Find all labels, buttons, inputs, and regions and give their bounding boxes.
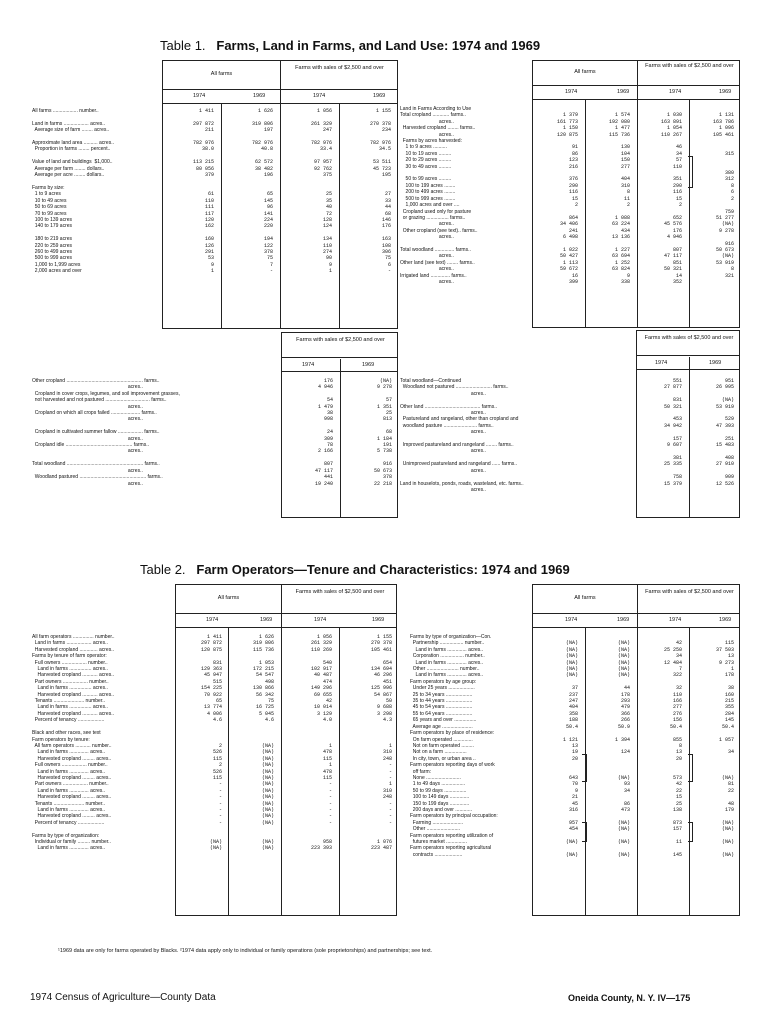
- table1-year-1969: 1969: [253, 93, 266, 99]
- table2-right-all-1969: (NA) (NA) (NA) (NA) (NA) (NA) 44 178 293 479 366 266 50.9 1 394 124 (NA) 93 34 86 473 (NA) (NA) (NA) (NA): [614, 640, 630, 858]
- table2-col-all-farms: All farms: [217, 595, 240, 601]
- table2-right-all-1974: (NA) (NA) (NA) (NA) (NA) (NA) 37 237 247 404 358 188 50.4 1 121 13 19 20 643 70 9 21 45 316 957 454 (NA) (NA): [562, 640, 578, 858]
- table1-right-all-1974: 1 379 161 773 1 150 120 875 91 86 123 216 376 290 116 15 2 864 34 406 241 6 498 1 022 50 427 1 113 59 672 16 399: [556, 112, 578, 285]
- footer-right: Oneida County, N. Y. IV—175: [568, 993, 691, 1003]
- table2-right-year-1974: 1974: [565, 617, 578, 623]
- table1-mid-sales-1969: (NA) 9 278 57 1 351 25 813 68 1 184 191 5 738 916 50 673 378 22 218: [373, 378, 392, 487]
- table2-right-col-sales: Farms with sales of $2,500 and over: [645, 589, 734, 595]
- table1-right-labels: Land in Farms According to Use Total cropland ............ farms.. acres.. Harvested cropland ........ farms.. acres.. Farms by acres harvested: 1 to 9 acres .......... 10 to 19 acres ......... 20 to 29 acres ......... 30 to 49 acres ......... 50 to 99 acres ......... 100 to 199 acres ........ 200 to 499 acres ........ 500 to 999 acres ........ 1,000 acres and over .... Cropland used only for pasture or grazing ................ farms.. acres.. Other cropland (see text).. farms.. acres.. Total woodland .............. farms.. acres.. Other land (see text) ........ farms.. acres.. Irrigated land .............. farms.. acres..: [400, 106, 478, 285]
- table1-mid-header: [281, 332, 398, 372]
- table2-year-1974-sales: 1974: [314, 617, 327, 623]
- table1-mid-right-sales-1969: 951 26 995 (NA) 53 919 529 47 393 251 15 483 408 27 910 909 12 526: [715, 378, 734, 487]
- table1-year-1974: 1974: [193, 93, 206, 99]
- table1-left-sales-1969: 1 155 270 378 234 782 976 34.5 53 511 45 723 195 27 33 44 68 146 176 163 108 306 75 6 -: [369, 108, 391, 275]
- table2-left-all-1969: 1 626 319 806 115 736 1 053 172 215 54 547 498 130 866 56 342 75 16 725 5 045 4.6 (NA) (NA) (NA) (NA) (NA) (NA) (NA) (NA) (NA) (NA) (NA) (NA) (NA) (NA) (NA): [252, 634, 274, 852]
- table1-bracket: [688, 156, 693, 188]
- table1-right-col-sales: Farms with sales of $2,500 and over: [645, 63, 734, 69]
- table2-bracket-days: [582, 822, 587, 842]
- table1-right-year-1969-sales: 1969: [719, 89, 732, 95]
- table2-bracket-residence: [582, 754, 587, 782]
- table1-mid-right-sales-1974: 551 27 877 831 50 321 453 34 942 157 9 607 381 25 335 758 15 379: [663, 378, 682, 487]
- table2-left-sales-1969: 1 155 270 378 105 461 654 134 694 46 296 451 125 996 54 867 50 9 688 3 298 4.3 1 310 248 - - - 1 310 248 - - - - 1 076 223 487: [370, 634, 392, 852]
- table2-year-1974: 1974: [206, 617, 219, 623]
- table2-right-header: [532, 584, 740, 628]
- table2-left-all-1974: 1 411 297 872 120 875 831 129 363 45 947 515 154 225 70 922 65 13 774 4 006 4.6 2 526 115 2 526 115 - - - - - - - (NA) (NA): [200, 634, 222, 852]
- table1-mid-col-sales: Farms with sales of $2,500 and over: [296, 337, 385, 343]
- table2-col-sales: Farms with sales of $2,500 and over: [295, 589, 385, 595]
- table2-right-year-1969-sales: 1969: [719, 617, 732, 623]
- table2-year-1969-sales: 1969: [372, 617, 385, 623]
- table1-left-all-1974: 1 411 297 872 211 782 976 38.0 113 215 80 056 379 61 110 111 117 120 162 160 126 291 53 9 1: [192, 108, 214, 275]
- table2-bracket-days-sales: [688, 822, 693, 842]
- table1-mid-right-col-sales: Farms with sales of $2,500 and over: [644, 335, 734, 341]
- table2-left-labels: All farm operators ............... number.. Land in farms .................. acres.. Harvested cropland ............. acres.. Farms by tenure of farm operator: Full owners .................. number.. Land in farms ................ acres.. Harvested cropland ........... acres.. Part owners .................. number.. Land in farms ................ acres.. Harvested cropland ........... acres.. Tenants ...................... number.. Land in farms ................ acres.. Harvested cropland ........... acres.. Percent of tenancy ................... Black and other races, see text Farm operators by tenure: All farm operators ........... number.. Land in farms .............. acres.. Harvested cropland ......... acres.. Full owners .................. number.. Land in farms .............. acres.. Harvested cropland ......... acres.. Part owners .................. number.. Land in farms .............. acres.. Harvested cropland ......... acres.. Tenants ...................... number.. Land in farms .............. acres.. Harvested cropland ......... acres.. Percent of tenancy ................... Farms by type of organization: Individual or family ......... number.. Land in farms .............. acres..: [32, 634, 115, 852]
- table2-right-col-all-farms: All farms: [574, 595, 596, 601]
- table1-mid-right-year-1969: 1969: [709, 360, 722, 366]
- table2-right-year-1974-sales: 1974: [669, 617, 682, 623]
- table2-title: [140, 562, 570, 577]
- table1-right-col-all-farms: All farms: [574, 69, 596, 75]
- table1-year-1969-sales: 1969: [373, 93, 386, 99]
- footnote: ¹1969 data are only for farms operated by Blacks. ²1974 data apply only to individual or family operations (sole proprietorships) and partnerships; see text.: [58, 948, 433, 954]
- table1-title: [160, 38, 540, 53]
- table1-col-sales: Farms with sales of $2,500 and over: [295, 65, 384, 71]
- table2-label: Table 2.: [140, 562, 186, 577]
- table2-left-header: [175, 584, 397, 628]
- table1-right-year-1969: 1969: [617, 89, 630, 95]
- table1-mid-right-header: [636, 330, 740, 370]
- table1-mid-year-1969: 1969: [362, 362, 375, 368]
- table2-right-year-1969: 1969: [617, 617, 630, 623]
- table2-right-sales-1974: 42 25 250 34 12 484 7 322 32 110 166 277 276 156 50.4 855 8 13 20 573 42 22 15 25 138 873 157 11 145: [663, 640, 682, 858]
- table1-mid-right-year-1974: 1974: [655, 360, 668, 366]
- table2-heading: Farm Operators—Tenure and Characteristics: 1974 and 1969: [196, 562, 570, 577]
- table1-col-all-farms: All farms: [210, 71, 233, 77]
- table2-left-sales-1974: 1 056 261 329 110 269 540 102 917 40 487 474 149 296 69 655 42 10 014 3 129 4.0 1 478 115 1 478 115 - - - - - - - 958 223 393: [310, 634, 332, 852]
- table1-left-all-1969: 1 626 319 806 197 782 976 40.8 62 572 38 482 196 65 145 96 141 224 220 194 122 378 75 7 -: [251, 108, 273, 275]
- table1-mid-sales-1974: 176 4 946 54 1 479 38 998 24 309 78 2 166 807 47 117 441 19 240: [314, 378, 333, 487]
- table2-year-1969: 1969: [260, 617, 273, 623]
- table2-bracket-residence-sales: [688, 754, 693, 782]
- table1-right-header: [532, 60, 740, 100]
- table1-left-labels: All farms .................. number.. Land in farms .................. acres.. Average size of farm ........ acres.. Approximate land area .......... acres.. Proportion in farms ........ percent.. Value of land and buildings $1,000.. Average per farm ........ dollars.. Average per acre ........ dollars.. Farms by size: 1 to 9 acres 10 to 49 acres 50 to 69 acres 70 to 99 acres 100 to 139 acres 140 to 179 acres 180 to 219 acres 220 to 259 acres 260 to 499 acres 500 to 999 acres 1,000 to 1,999 acres 2,000 acres and over: [32, 108, 114, 275]
- table1-right-sales-1974: 1 030 163 891 1 054 110 267 46 34 57 110 351 290 116 15 2 652 45 576 176 4 946 807 47 117 851 50 321 14 352: [660, 112, 682, 285]
- table1-mid-right-labels: Total woodland—Continued Woodland not pastured .......................... farms.. acres.. Other land ........................................ farms.. acres.. Pastureland and rangeland, other than cropland and woodland pasture ........................ farms.. acres.. Improved pastureland and rangeland ........ farms.. acres.. Unimproved pastureland and rangeland ...... farms.. acres.. Land in houselots, ponds, roads, wasteland, etc. farms.. acres..: [400, 378, 524, 493]
- table2-right-labels: Farms by type of organization—Con. Partnership ................. number.. Land in farms .............. acres.. Corporation ................. number.. Land in farms .............. acres.. Other ....................... number.. Land in farms .............. acres.. Farm operators by age group: Under 25 years ................... 25 to 34 years ................... 35 to 44 years ................... 45 to 54 years ................... 55 to 64 years ................... 65 years and over ................ Average age ...................... Farm operators by place of residence: On farm operated .............. Not on farm operated ......... Not on a farm ................ In city, town, or urban area .. Farm operators reporting days of work off farm: None ......................... 1 to 49 days ................. 50 to 99 days ................ 100 to 149 days .............. 150 to 199 days .............. 200 days and over ............ Farm operators by principal occupation: Farming ...................... Other ........................ Farm operators reporting utilization of futures market ............... Farm operators reporting agricultural contracts ....................: [410, 634, 498, 858]
- table1-year-1974-sales: 1974: [313, 93, 326, 99]
- table1-label: Table 1.: [160, 38, 206, 53]
- table1-right-year-1974-sales: 1974: [669, 89, 682, 95]
- table1-right-sales-1969: 1 131 163 786 1 096 105 461 315 380 312 8 6 2 759 51 277 (NA) 9 278 916 50 673 (NA) 53 919 8 321: [712, 112, 734, 279]
- table1-mid-labels: Other cropland ....................................................... farms.. acres.. Cropland in cover crops, legumes, and soil improvement grasses, not harvested and not pastured ................................ farms.. acres.. Cropland on which all crops failed ..................... farms.. acres.. Cropland in cultivated summer fallow .................. farms.. acres.. Cropland idle ................................................ farms.. acres.. Total woodland ....................................................... farms.. acres.. Woodland pastured ................................................ farms.. acres..: [32, 378, 180, 487]
- table1-right-all-1969: 1 574 192 080 1 477 115 736 130 104 150 277 404 310 8 11 2 1 088 63 224 434 13 136 1 227 63 694 1 252 63 824 9 338: [608, 112, 630, 285]
- footer-left: 1974 Census of Agriculture—County Data: [30, 992, 216, 1003]
- table2-right-sales-1969: 115 37 503 13 9 273 1 178 38 160 215 355 284 145 50.4 1 057 34 (NA) 81 22 48 179 (NA) (NA) (NA) (NA): [715, 640, 734, 858]
- table1-left-header: [162, 60, 398, 104]
- table1-right-year-1974: 1974: [565, 89, 578, 95]
- table1-heading: Farms, Land in Farms, and Land Use: 1974 and 1969: [216, 38, 541, 53]
- table1-mid-year-1974: 1974: [302, 362, 315, 368]
- table1-left-sales-1974: 1 056 261 329 247 782 976 33.4 97 957 92 762 375 25 35 40 72 128 124 134 110 274 90 9 1: [310, 108, 332, 275]
